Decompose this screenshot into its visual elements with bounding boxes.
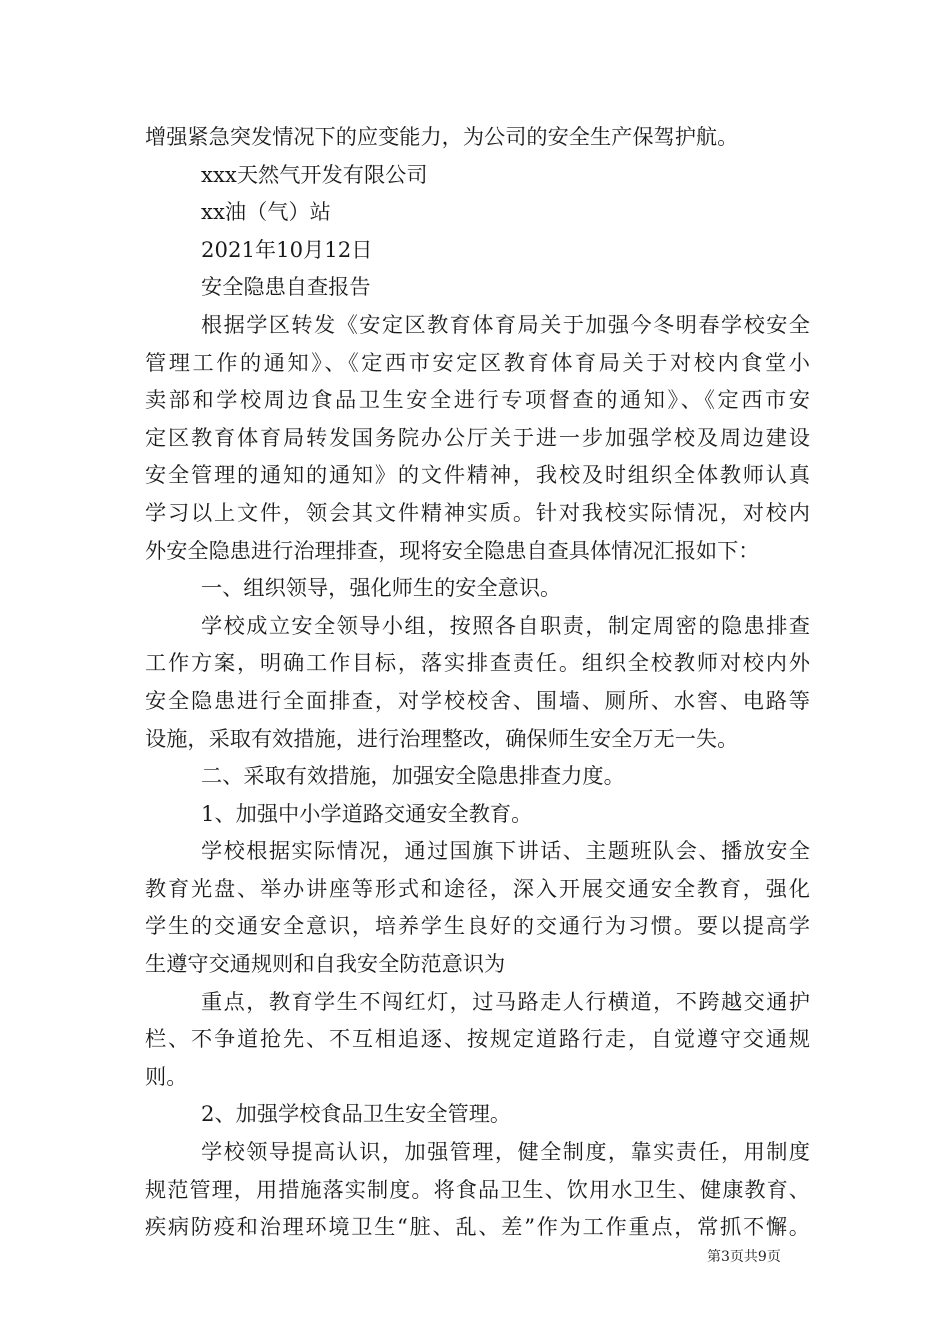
text-line: 教育光盘、举办讲座等形式和途径，深入开展交通安全教育，强化: [145, 875, 810, 901]
text-line: 安全隐患自查报告: [201, 274, 371, 300]
text-line: 二、采取有效措施，加强安全隐患排查力度。: [201, 763, 625, 789]
text-line: xx油（气）站: [201, 199, 331, 225]
document-body: [145, 118, 810, 1246]
text-line: 卖部和学校周边食品卫生安全进行专项督查的通知》、《定西市安: [145, 387, 810, 413]
text-line: 安全隐患进行全面排查，对学校校舍、围墙、厕所、水窖、电路等: [145, 687, 810, 713]
text-line: 根据学区转发《安定区教育体育局关于加强今冬明春学校安全: [201, 311, 810, 337]
text-line: 设施，采取有效措施，进行治理整改，确保师生安全万无一失。: [145, 725, 739, 751]
text-line: 安全管理的通知的通知》的文件精神，我校及时组织全体教师认真: [145, 462, 810, 488]
text-line: 学校成立安全领导小组，按照各自职责，制定周密的隐患排查: [201, 612, 810, 638]
text-line: 外安全隐患进行治理排查，现将安全隐患自查具体情况汇报如下：: [145, 537, 760, 563]
text-line: 则。: [145, 1063, 188, 1089]
text-line: 工作方案，明确工作目标，落实排查责任。组织全校教师对校内外: [145, 650, 810, 676]
text-line: 学生的交通安全意识，培养学生良好的交通行为习惯。要以提高学: [145, 913, 810, 939]
text-line: 规范管理，用措施落实制度。将食品卫生、饮用水卫生、健康教育、: [145, 1176, 810, 1202]
text-line: 学校根据实际情况，通过国旗下讲话、主题班队会、播放安全: [201, 838, 810, 864]
text-line: 栏、不争道抢先、不互相追逐、按规定道路行走，自觉遵守交通规: [145, 1026, 810, 1052]
text-line: 2、加强学校食品卫生安全管理。: [201, 1101, 512, 1127]
text-line: 生遵守交通规则和自我安全防范意识为: [145, 951, 506, 977]
text-line: 增强紧急突发情况下的应变能力，为公司的安全生产保驾护航。: [145, 124, 739, 149]
text-line: 定区教育体育局转发国务院办公厅关于进一步加强学校及周边建设: [145, 424, 810, 450]
text-line: 一、组织领导，强化师生的安全意识。: [201, 575, 562, 601]
page-number-footer: 第3页共9页: [707, 1249, 781, 1265]
text-line: xxx天然气开发有限公司: [201, 161, 428, 187]
text-line: 学习以上文件，领会其文件精神实质。针对我校实际情况，对校内: [145, 499, 810, 525]
text-line: 管理工作的通知》、《定西市安定区教育体育局关于对校内食堂小: [145, 349, 810, 375]
text-line: 学校领导提高认识，加强管理，健全制度，靠实责任，用制度: [201, 1139, 810, 1165]
text-line: 重点，教育学生不闯红灯，过马路走人行横道，不跨越交通护: [201, 988, 810, 1014]
text-line: 2021年10月12日: [201, 236, 373, 262]
text-line: 1、加强中小学道路交通安全教育。: [201, 800, 533, 826]
text-line: 疾病防疫和治理环境卫生“脏、乱、差”作为工作重点，常抓不懈。: [145, 1214, 810, 1240]
